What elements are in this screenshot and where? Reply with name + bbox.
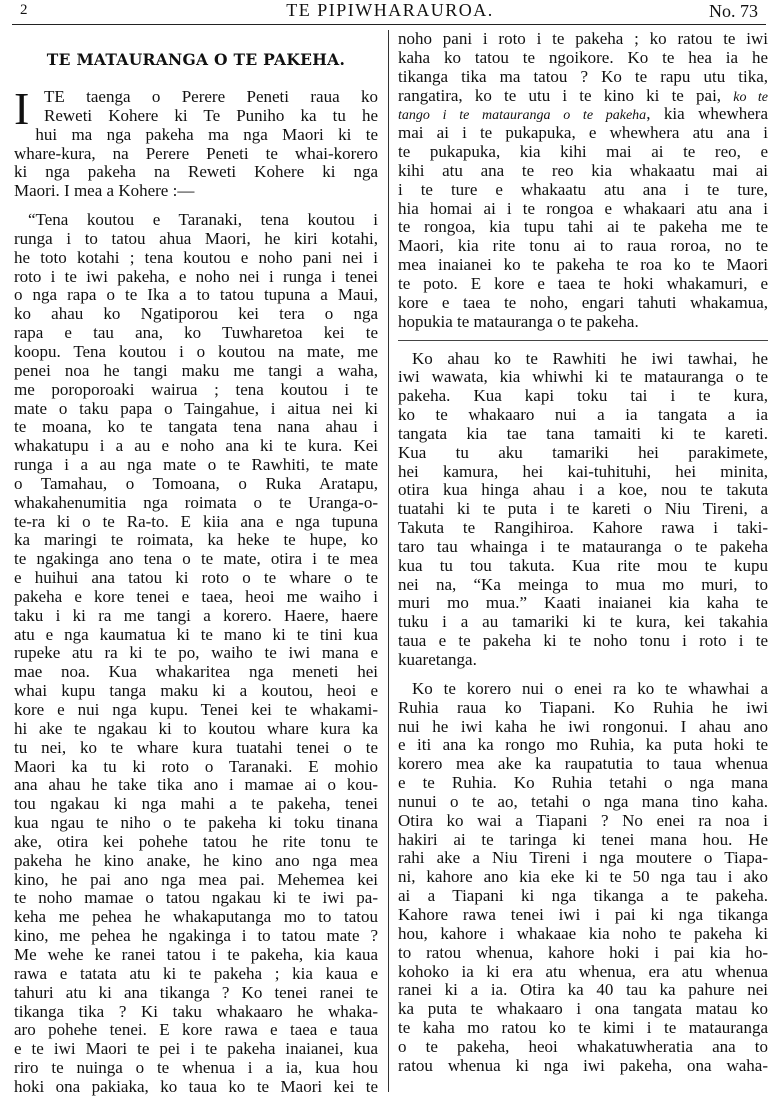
italic-text: ko te — [733, 89, 768, 105]
line-text: kia whewhera — [663, 104, 768, 124]
text-line: whai kupu tanga maku ki a koutou, heoi e — [14, 681, 378, 701]
text-line: ka maringi te roimata, ka heke te hupe, ko — [14, 530, 378, 550]
text-line: ni, kahore ano kia eke ki te 50 nga tau i ako — [398, 867, 768, 887]
newspaper-title: TE PIPIWHARAUROA. — [286, 0, 494, 20]
text-line: muri mo mua.” Kaati inaianei kia kaha te — [398, 593, 768, 613]
text-line: tou ngakau ki nga mahi a te pakeha, tenei — [14, 794, 378, 814]
text-line: hia homai ai i te rongoa e whakaari atu ana i — [398, 198, 768, 218]
text-line: tuku i a au tamariki ki te kura, kei takahia — [398, 612, 768, 632]
text-line: iwi wawata, kia whiwhi ki te matauranga o te — [398, 367, 768, 387]
text-line: te rongoa, kia tupu tahi ai te pakeha me te — [398, 217, 768, 237]
text-line: ka puta te whakaaro i ona tangata matau ko — [398, 999, 768, 1019]
text-line: ai a Tiapani ki nga tikanga a te pakeha. — [398, 886, 768, 906]
text-line: whare-kura, na Perere Peneti te whai-korero — [14, 143, 378, 163]
text-line: tahuri atu ki ana tikanga ? Ko tenei ranei te — [14, 982, 378, 1002]
text-line: ko te whakaaro nui a ia tangata a ia — [398, 405, 768, 425]
text-line: rapa e tau ana, ko Tuwharetoa kei te — [14, 323, 378, 343]
text-line: tikanga tika ma tatou ? Ko te rapu utu tika, — [398, 66, 768, 86]
paragraph — [14, 211, 378, 1097]
text-line: mea inaianei ko te pakeha te roa ko te Maori — [398, 255, 768, 275]
text-line: noho pani i roto i te pakeha ; ko ratou te iwi — [398, 29, 768, 48]
text-line: hi ake te ngakau ki to koutou whare kura ka — [14, 718, 378, 738]
column-divider — [388, 30, 389, 1092]
text-line: Me wehe ke ranei tatou i te pakeha, kia kaua — [14, 944, 378, 964]
text-line: tu nei, ko te whare kura tuatahi tenei o te — [14, 737, 378, 757]
text-line: pakeha. Kua kapi toku tai i te kura, — [398, 386, 768, 406]
text-line: mai ai i te pukapuka, e whewhera atu ana i — [398, 123, 768, 143]
text-line: runga i to tatou ahua Maori, he kiri kotahi, — [14, 228, 378, 248]
text-line: atu e nga kaumatua ki te mano ki te tini kua — [14, 624, 378, 644]
text-line: rupeke atu ra ki te po, waiho te iwi mana e — [14, 643, 378, 663]
text-line: pakeha he kino anake, he kino ano nga mea — [14, 850, 378, 870]
text-line: rawa e tatata atu ki te pakeha ; kia kaua e — [14, 963, 378, 983]
text-line: Kua tu aku tamariki hei parakimete, — [398, 442, 768, 462]
text-line: “Tena koutou e Taranaki, tena koutou i — [28, 210, 378, 230]
text-line: roto i te iwi pakeha, e noho nei i runga i tenei — [14, 266, 378, 286]
text-line: taua e te pakeha ki te noho tonu i roto i te — [398, 631, 768, 651]
text-line: hoki ona pakiaka, ko taua ko te Maori kei te — [14, 1076, 378, 1096]
text-line: hakiri ai te taringa ki tenei mana hou. He — [398, 829, 768, 849]
text-line: runga i a au nga mate o te Rawhiti, te mate — [14, 455, 378, 475]
text-line: Kahore rawa tenei iwi i pai ki nga tikanga — [398, 904, 768, 924]
text-line: hopukia te matauranga o te pakeha. — [398, 311, 639, 331]
text-line: Takuta te Rangihiroa. Kahore rawa i taki- — [398, 518, 768, 538]
paragraph — [14, 83, 378, 201]
text-line: korero mea ake ka raupatutia to taua whenua — [398, 754, 768, 774]
text-line: nei na, “Ka meinga to mua mo muri, to — [398, 574, 768, 594]
left-column — [14, 83, 378, 1097]
text-line: ake, otira kei pohehe tatou he rite tonu te — [14, 831, 378, 851]
text-line: mate o taku papa o Taingahue, i aitua nei ki — [14, 398, 378, 418]
text-line: te poto. E kore e taea te hoki whakamuri, e — [398, 273, 768, 293]
text-line: i te ture e whakaatu atu ana i te ture, — [398, 179, 768, 199]
text-line: Reweti Kohere ki Te Puniho ka tu he — [44, 105, 378, 125]
section-separator — [398, 340, 768, 341]
text-line: ana ahau he take tika ano i mamae ai o kou- — [14, 775, 378, 795]
text-line: penei noa he tangi maku me tangi a waha, — [14, 360, 378, 380]
text-line: ko ahau ko Ngatiporou kei tera o nga — [14, 304, 378, 324]
text-line: pakeha e kore tenei e taea, heoi me waiho i — [14, 586, 378, 606]
text-line: Ruhia raua ko Tiapani. Ko Ruhia he iwi — [398, 697, 768, 717]
text-line: Maori, kia rite tonu ai to raua roroa, no te — [398, 236, 768, 256]
text-line: kua ngau te niho o te pakeha ki toku tinana — [14, 813, 378, 833]
text-line — [398, 87, 768, 106]
text-line: tango i te matauranga o te pakeha, kia whewhera — [398, 104, 768, 124]
text-line: he toto kotahi ; tena koutou e noho pani nei i — [14, 247, 378, 267]
text-line: o Tamahau, o Tomoana, o Ruka Aratapu, — [14, 473, 378, 493]
text-line: kuaretanga. — [398, 650, 477, 669]
text-line: kino, he pai ano nga mea pai. Mehemea kei — [14, 869, 378, 889]
text-line: te kaha mo ratou ko te kimi i te matauranga — [398, 1018, 768, 1038]
text-line: keha me pehea he whakaputanga mo to tatou — [14, 907, 378, 927]
text-line: mae noa. Kua whakaritea nga meneti hei — [14, 662, 378, 682]
text-line: ranei ki a ia. Otira ka 40 tau ka pahure nei — [398, 980, 768, 1000]
issue-number: No. 73 — [709, 1, 758, 21]
text-line: tuatahi ki te puta i te kareti o Niu Tireni, a — [398, 499, 768, 519]
text-line: tangata kia tae tana tamaiti ki te kareti. — [398, 423, 768, 443]
text-line: e huihui ana tatou ki roto o te whare o te — [14, 568, 378, 588]
drop-cap: I — [14, 83, 30, 134]
text-line: te-ra ki o te Ra-to. E kiia ana e nga tupuna — [14, 511, 378, 531]
text-line: kore e nui nga kupu. Tenei kei te whakami- — [14, 700, 378, 719]
text-line: hui ma nga pakeha ma nga Maori ki te — [35, 124, 378, 144]
text-line: Otira ko wai a Tiapani ? No enei ra noa i — [398, 810, 768, 830]
text-line: aro pohehe tenei. E kore rawa e taea e taua — [14, 1020, 378, 1040]
text-line: Maori ka tu ki roto o Taranaki. E mohio — [14, 756, 378, 776]
text-line: te ngakinga ano tena o te mate, otira i te mea — [14, 549, 378, 569]
text-line: me poroporoaki wairua ; tena koutou i te — [14, 379, 378, 399]
text-line: o te pakeha, heoi whakatuwheratia ana to — [398, 1036, 768, 1056]
text-line: kaha ko tatou te ngoikore. Ko te hea ia he — [398, 47, 768, 67]
text-line: e te Ruhia. Ko Ruhia tetahi o nga mana — [398, 773, 768, 793]
text-line: e iti ana ka rongo mo Ruhia, ka puta hoki te — [398, 735, 768, 755]
right-column — [398, 30, 768, 1076]
text-line: riro te nuinga o te whenua i a ia, kua hou — [14, 1058, 378, 1078]
text-line: te noho mamae o tatou ngakau ki te iwi pa- — [14, 888, 378, 908]
text-line: Ko ahau ko te Rawhiti he iwi tawhai, he — [412, 348, 768, 368]
italic-text: tango i te matauranga o te pakeha — [398, 108, 647, 124]
text-line: o nga rapa o te Ika a to tatou tupuna a Maui, — [14, 285, 378, 305]
text-line: hei kamura, hei kai-tuhituhi, hei minita, — [398, 461, 768, 481]
text-line: tikanga tika ? Ki taku whakaaro he whaka- — [14, 1001, 378, 1021]
text-line: e te iwi Maori te pei i te pakeha inaianei, kua — [14, 1039, 378, 1059]
page-header — [0, 0, 780, 30]
page-number: 2 — [20, 2, 28, 18]
text-line: taku i ki ra me tangi a korero. Haere, haere — [14, 605, 378, 625]
paragraph — [398, 30, 768, 332]
paragraph — [398, 350, 768, 670]
paragraph — [398, 680, 768, 1076]
text-line: kohoko ia ki era atu whenua, era atu whenua — [398, 961, 768, 981]
text-line: to ratou whenua, kahore hoki i pai kia ho- — [398, 942, 768, 962]
text-line: otira kua hinga ahau i a koe, nou te takuta — [398, 480, 768, 500]
text-line: ki nga pakeha na Reweti Kohere ki nga — [14, 162, 378, 182]
text-line: kore e taea te noho, engari tahuti whakamua, — [398, 292, 768, 312]
header-rule — [12, 24, 766, 25]
text-line: kino, me pehea he ngakinga i to tatou mate ? — [14, 926, 378, 946]
text-line: koopu. Tena koutou i o koutou na mate, me — [14, 341, 378, 361]
text-line: kua tu tou takuta. Kua rite mou te kupu — [398, 555, 768, 575]
text-line: Maori. I mea a Kohere :— — [14, 181, 195, 201]
text-line: whakahenumitia nga roimata o te Uranga-o- — [14, 492, 378, 512]
article-headline: TE MATAURANGA O TE PAKEHA. — [46, 50, 346, 69]
text-line: Ko te korero nui o enei ra ko te whawhai a — [412, 678, 768, 698]
text-line: whakatupu i a au e noho ana ki te kura. Kei — [14, 436, 378, 456]
text-line: nui he iwi kaha he iwi rongonui. I ahau ano — [398, 716, 768, 736]
text-line: kihi atu ana te reo kia whakaatu mai ai — [398, 160, 768, 180]
text-line: rahi ake a Niu Tireni i nga moutere o Tiapa- — [398, 848, 768, 868]
text-line: te pukapuka, kia kihi mai ai te reo, e — [398, 142, 768, 162]
line-text: rangatira, ko te utu i te kino ki te pai, — [398, 85, 722, 105]
text-line: nunui o te ao, tetahi o nga mana tino kaha. — [398, 791, 768, 811]
text-line: te moana, ko te tangata tena nana ahau i — [14, 417, 378, 437]
text-line: taro tau whainga i te matauranga o te pakeha — [398, 536, 768, 556]
text-line: TE taenga o Perere Peneti raua ko — [44, 87, 378, 106]
text-line: ratou whenua ki nga iwi pakeha, ona waha- — [398, 1055, 768, 1075]
text-line: hou, kahore i whakaae kia noho te pakeha ki — [398, 923, 768, 943]
